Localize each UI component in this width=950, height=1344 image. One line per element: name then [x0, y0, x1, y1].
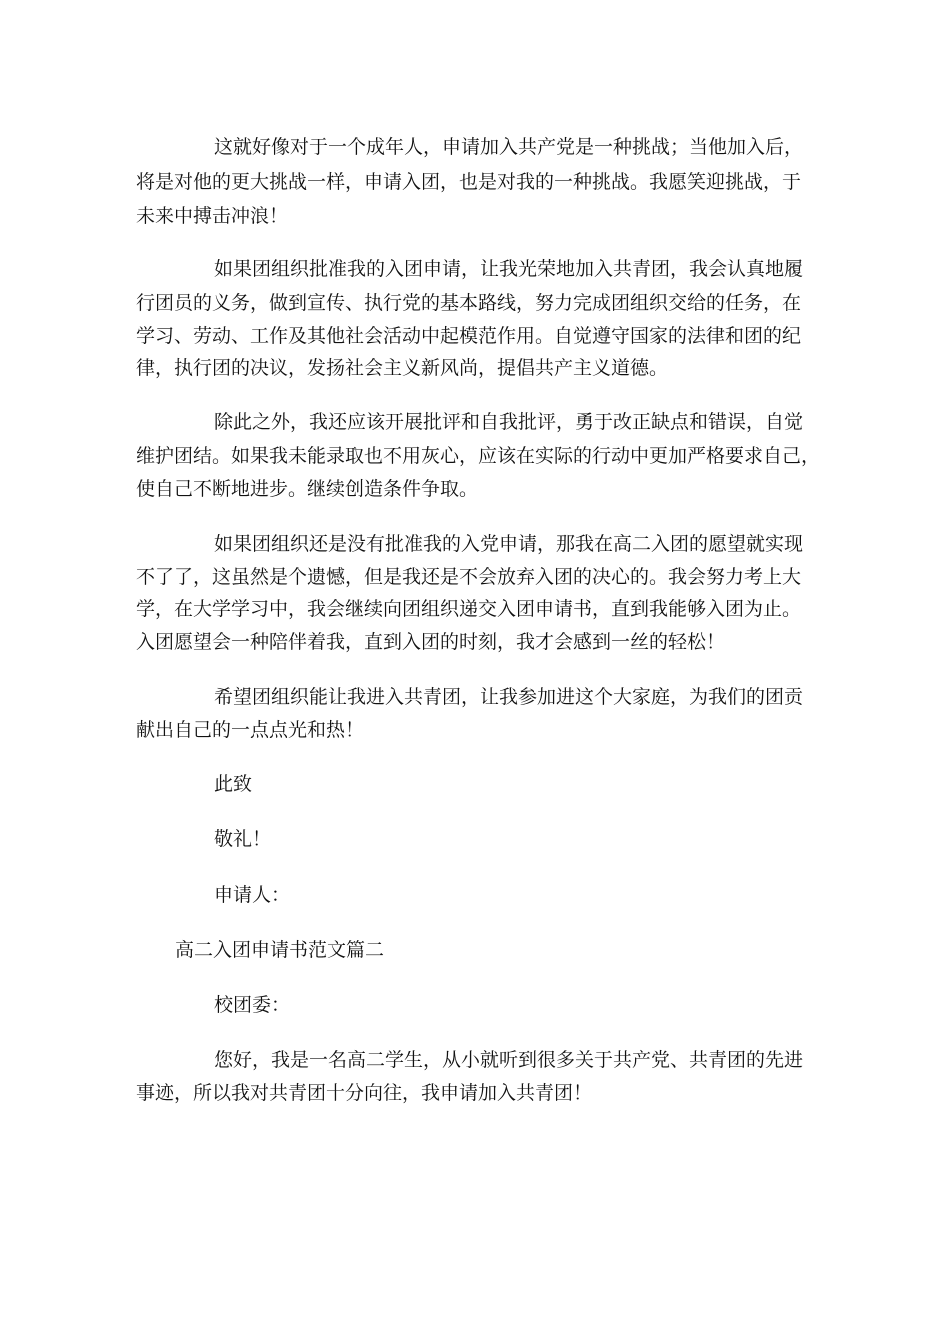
paragraph-line: 如果团组织还是没有批准我的入党申请，那我在高二入团的愿望就实现	[214, 533, 804, 555]
applicant-label: 申请人：	[214, 884, 291, 906]
paragraph-line: 行团员的义务，做到宣传、执行党的基本路线，努力完成团组织交给的任务，在	[136, 292, 802, 314]
paragraph-line: 律，执行团的决议，发扬社会主义新风尚，提倡共产主义道德。	[136, 357, 669, 379]
paragraph-line: 学习、劳动、工作及其他社会活动中起模范作用。自觉遵守国家的法律和团的纪	[136, 325, 802, 347]
paragraph-line: 维护团结。如果我未能录取也不用灰心，应该在实际的行动中更加严格要求自己，	[136, 445, 821, 467]
paragraph-line: 不了了，这虽然是个遗憾，但是我还是不会放弃入团的决心的。我会努力考上大	[136, 566, 802, 588]
paragraph-line: 希望团组织能让我进入共青团，让我参加进这个大家庭，为我们的团贡	[214, 686, 804, 708]
paragraph-line: 您好，我是一名高二学生，从小就听到很多关于共产党、共青团的先进	[214, 1049, 804, 1071]
closing-text: 此致	[214, 773, 253, 795]
paragraph-line: 除此之外，我还应该开展批评和自我批评，勇于改正缺点和错误，自觉	[214, 411, 804, 433]
paragraph-line: 学，在大学学习中，我会继续向团组织递交入团申请书，直到我能够入团为止。	[136, 598, 802, 620]
paragraph-line: 这就好像对于一个成年人，申请加入共产党是一种挑战；当他加入后，	[214, 136, 804, 158]
salute-text: 敬礼！	[214, 828, 272, 850]
recipient-text: 校团委：	[214, 994, 291, 1016]
section-title: 高二入团申请书范文篇二	[175, 939, 385, 961]
paragraph-line: 将是对他的更大挑战一样，申请入团，也是对我的一种挑战。我愿笑迎挑战，于	[136, 171, 802, 193]
paragraph-line: 入团愿望会一种陪伴着我，直到入团的时刻，我才会感到一丝的轻松！	[136, 631, 726, 653]
paragraph-line: 使自己不断地进步。继续创造条件争取。	[136, 478, 479, 500]
paragraph-line: 事迹，所以我对共青团十分向往，我申请加入共青团！	[136, 1082, 593, 1104]
paragraph-line: 如果团组织批准我的入团申请，让我光荣地加入共青团，我会认真地履	[214, 258, 804, 280]
paragraph-line: 未来中搏击冲浪！	[136, 205, 289, 227]
paragraph-line: 献出自己的一点点光和热！	[136, 719, 365, 741]
